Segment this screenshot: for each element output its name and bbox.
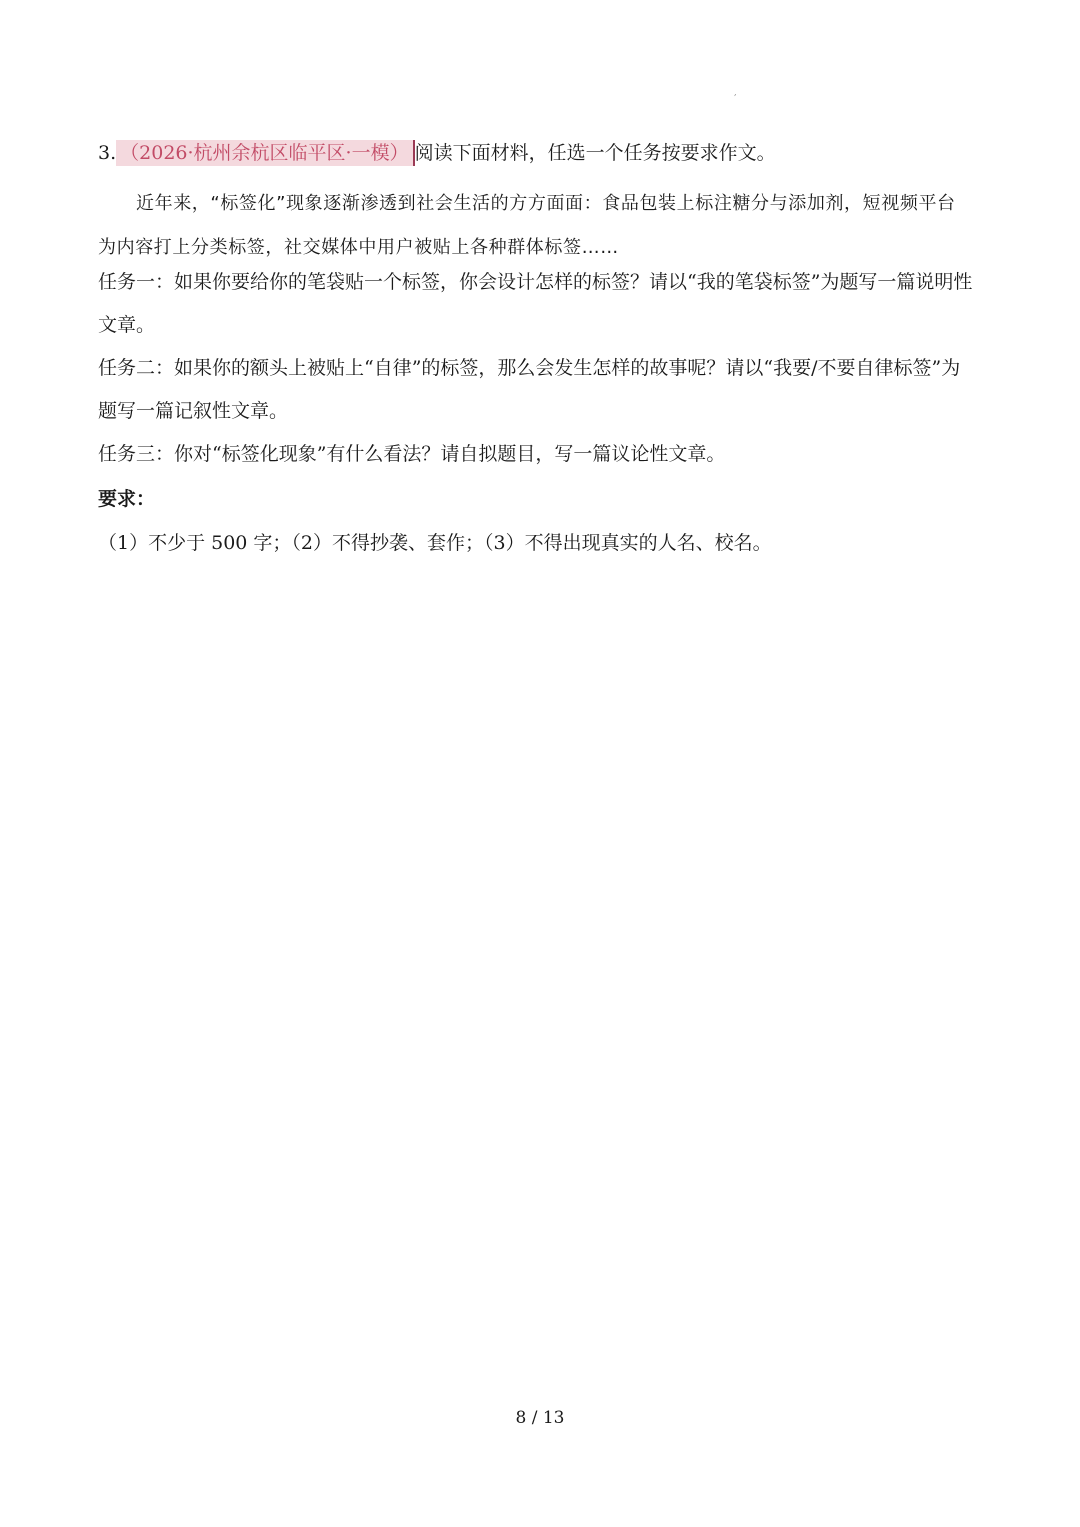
requirements-title: 要求：	[98, 488, 156, 510]
question-source-highlight: （2026·杭州余杭区临平区·一模）	[116, 140, 414, 166]
page-number: 8 / 13	[515, 1408, 565, 1428]
reading-material: 近年来，“标签化”现象逐渐渗透到社会生活的方方面面：食品包装上标注糖分与添加剂，短视频平台为内容打上分类标签，社交媒体中用户被贴上各种群体标签……	[98, 193, 956, 258]
question-header	[98, 140, 776, 166]
requirements-text: （1）不少于 500 字；（2）不得抄袭、套作；（3）不得出现真实的人名、校名。	[98, 532, 772, 554]
question-number: 3.	[98, 142, 117, 164]
task-two: 任务二：如果你的额头上被贴上“自律”的标签，那么会发生怎样的故事呢？请以“我要/不要自律标签”为题写一篇记叙性文章。	[98, 357, 961, 422]
corner-mark: ,	[734, 88, 737, 97]
task-three: 任务三：你对“标签化现象”有什么看法？请自拟题目，写一篇议论性文章。	[98, 443, 726, 465]
question-instruction: 阅读下面材料，任选一个任务按要求作文。	[414, 142, 776, 164]
task-one: 任务一：如果你要给你的笔袋贴一个标签，你会设计怎样的标签？请以“我的笔袋标签”为题写一篇说明性文章。	[98, 271, 973, 336]
